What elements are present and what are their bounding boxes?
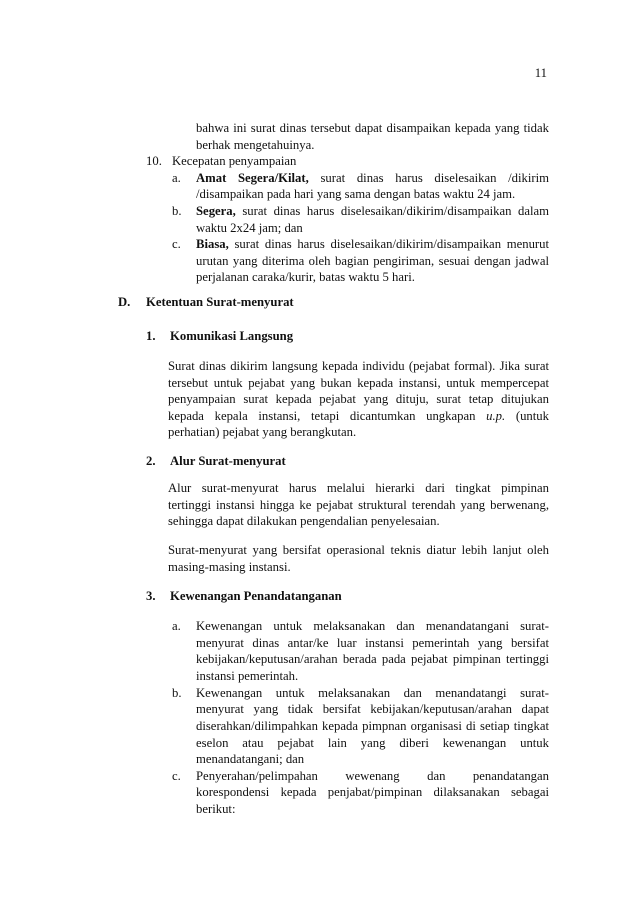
text-line (196, 236, 549, 253)
text-line: sehingga dapat dilakukan pengendalian penyelesaian. (168, 514, 440, 529)
list-item-10 (146, 153, 549, 170)
text-run: surat dinas harus diselesaikan/dikirim/disampaikan menurut (234, 237, 550, 252)
list-number: 10. (146, 154, 162, 169)
text-line: berikut: (196, 801, 236, 816)
subsection-2-paragraph-1 (168, 480, 549, 530)
text-line (168, 408, 549, 425)
text-line: bahwa ini surat dinas tersebut dapat disampaikan kepada yang tidak (196, 121, 549, 135)
text-line: instansi pemerintah. (196, 668, 299, 683)
text-line: menyurat yang tidak bersifat kebijakan/keputusan/arahan dapat (196, 702, 549, 717)
text-line: penyampaian surat kepada pejabat yang dituju, surat tetap ditujukan (168, 392, 549, 407)
text-line: tertinggi instansi hingga ke pejabat struktural terendah yang berwenang, (168, 497, 549, 512)
text-line: menyurat dinas antar/ke luar instansi pemerintah yang bersifat (196, 635, 549, 650)
text-line: Surat dinas dikirim langsung kepada individu (pejabat formal). Jika surat (168, 359, 549, 373)
text-line: Kewenangan untuk melaksanakan dan menandatangani surat- (196, 619, 549, 633)
list-item-b (172, 203, 549, 236)
subsection-2-paragraph-2 (168, 542, 549, 575)
text-line: perhatian) pejabat yang berangkutan. (168, 425, 357, 440)
section-title: Ketentuan Surat-menyurat (146, 295, 294, 309)
list-item-b (172, 685, 549, 768)
subsection-title: Komunikasi Langsung (170, 329, 294, 343)
text-run: kepada kepala instansi, tetapi dicantumkan ungkapan (168, 408, 476, 423)
text-run: surat dinas harus diselesaikan /dikirim (320, 170, 549, 185)
text-line: diserahkan/dilimpahkan kepada pimpnan organisasi di setiap tingkat (196, 718, 549, 733)
subsection-number: 2. (146, 454, 156, 468)
subsection-3-heading (146, 588, 549, 605)
text-line (196, 170, 549, 187)
text-line: masing-masing instansi. (168, 559, 291, 574)
list-item-c (172, 236, 550, 286)
text-line: /disampaikan pada hari yang sama dengan batas waktu 24 jam. (196, 187, 516, 202)
text-line: berhak mengetahuinya. (196, 137, 315, 152)
text-line: kebijakan/keputusan/arahan berada pada pejabat pimpinan tertinggi (196, 652, 549, 667)
continued-paragraph (196, 120, 549, 153)
list-marker: a. (172, 170, 181, 185)
text-line: korespondensi kepada penjabat/pimpinan dilaksanakan sebagai (196, 785, 549, 800)
text-line: menandatangani; dan (196, 752, 305, 767)
text-run: (untuk (515, 408, 549, 423)
subsection-number: 3. (146, 589, 156, 603)
text-line: Kewenangan untuk melaksanakan dan menandatangi surat- (196, 685, 549, 700)
text-line: eselon atau pejabat lain yang diberi kewenangan untuk (196, 735, 549, 750)
text-run: surat dinas harus diselesaikan/dikirim/disampaikan dalam (242, 204, 549, 218)
list-item-c (172, 768, 549, 818)
text-line: perjalanan caraka/kurir, batas waktu 5 hari. (196, 270, 415, 285)
list-item-a (172, 618, 549, 684)
text-line: urutan yang diterima oleh bagian pengiriman, sesuai dengan jadwal (196, 253, 549, 268)
text-line: Alur surat-menyurat harus melalui hierarki dari tingkat pimpinan (168, 481, 549, 495)
bold-term: Segera, (196, 204, 236, 218)
list-marker: b. (172, 685, 182, 700)
text-line (196, 203, 549, 220)
subsection-title: Kewenangan Penandatanganan (170, 589, 342, 603)
subsection-1-paragraph (168, 358, 549, 441)
list-item-a (172, 170, 549, 203)
text-line: Surat-menyurat yang bersifat operasional teknis diatur lebih lanjut oleh (168, 543, 549, 557)
italic-term: u.p. (486, 408, 506, 423)
page-number: 11 (534, 66, 547, 80)
list-item-title: Kecepatan penyampaian (172, 154, 297, 169)
section-d-heading (118, 294, 549, 311)
list-marker: c. (172, 237, 181, 252)
text-line: waktu 2x24 jam; dan (196, 220, 303, 235)
list-marker: b. (172, 204, 182, 218)
text-line: tersebut untuk pejabat yang bukan kepada instansi, untuk mempercepat (168, 375, 549, 390)
bold-term: Biasa, (196, 237, 229, 252)
subsection-2-heading (146, 453, 549, 470)
subsection-number: 1. (146, 329, 156, 343)
subsection-1-heading (146, 328, 549, 345)
bold-term: Amat Segera/Kilat, (196, 170, 309, 185)
section-letter: D. (118, 295, 131, 309)
text-line: Penyerahan/pelimpahan wewenang dan penandatangan (196, 768, 549, 783)
list-marker: c. (172, 768, 181, 783)
subsection-title: Alur Surat-menyurat (170, 454, 286, 468)
list-marker: a. (172, 619, 181, 633)
